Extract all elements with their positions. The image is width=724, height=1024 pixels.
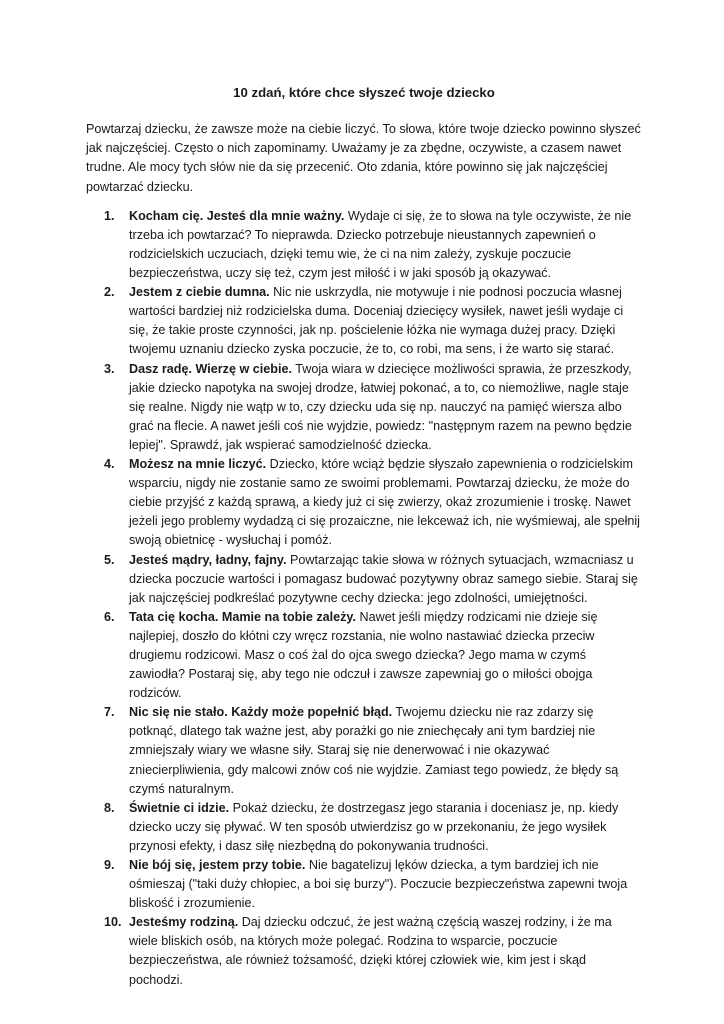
item-text: Twoja wiara w dziecięce możliwości sprawia, że przeszkody, jakie dziecko napotyka na swojej drodze, łatwiej pokonać, a to, co niemożliwe, nagle staje się realne. Nigdy nie wątp w to, czy dziecku uda się np. nauczyć na pamięć wiersza albo grać na flecie. A nawet jeśli coś nie wyjdzie, powiedz: "następnym razem na pewno będzie lepiej". Sprawdź, jak wspierać samodzielność dziecka. (129, 361, 632, 452)
document-page (86, 84, 642, 990)
item-text: Powtarzając takie słowa w różnych sytuacjach, wzmacniasz u dziecka poczucie wartości i pomagasz budować pozytywny obraz samego siebie. Staraj się jak najczęściej podkreślać pozytywne cechy dziecka: jego zdolności, umiejętności. (129, 552, 638, 605)
list-item (86, 455, 642, 550)
list-item (86, 360, 642, 455)
list-item (86, 608, 642, 703)
item-text: Dziecko, które wciąż będzie słyszało zapewnienia o rodzicielskim wsparciu, nigdy nie zostanie samo ze swoimi problemami. Powtarzaj dziecku, że może do ciebie przyjść z każdą sprawą, a kiedy już ci się zwierzy, okaż zrozumienie i troskę. Nawet jeżeli jego problemy wydadzą ci się prozaiczne, nie lekceważ ich, nie wyśmiewaj, ale spełnij swoją obietnicę - wysłuchaj i pomóż. (129, 457, 640, 548)
item-number: 2. (104, 285, 115, 300)
item-number: 1. (104, 208, 115, 223)
list-item (86, 551, 642, 608)
document-title: 10 zdań, które chce słyszeć twoje dziecko (233, 85, 495, 100)
item-text: Daj dziecku odczuć, że jest ważną częścią waszej rodziny, i że ma wiele bliskich osób, na których może polegać. Rodzina to wsparcie, poczucie bezpieczeństwa, ale również tożsamość, dzięki której człowiek wie, kim jest i skąd pochodzi. (129, 915, 612, 987)
item-text: Nic nie uskrzydla, nie motywuje i nie podnosi poczucia własnej wartości bardziej niż rodzicielska duma. Doceniaj dziecięcy wysiłek, nawet jeśli wydaje ci się, że takie proste czynności, jak np. pościelenie łóżka nie wymaga dużej pracy. Dzięki twojemu uznaniu dziecko zyska poczucie, że to, co robi, ma sens, i że warto się starać. (129, 285, 624, 357)
item-lead: Jesteśmy rodziną. (129, 915, 239, 930)
item-lead: Świetnie ci idzie. (129, 800, 230, 815)
list-item (86, 913, 642, 989)
item-lead: Dasz radę. Wierzę w ciebie. (129, 361, 292, 376)
list-item (86, 799, 642, 856)
item-number: 7. (104, 705, 115, 720)
item-text: Twojemu dziecku nie raz zdarzy się potknąć, dlatego tak ważne jest, aby porażki go nie zniechęcały ani tym bardziej nie zmniejszały wiary we własne siły. Staraj się nie denerwować i nie okazywać zniecierpliwienia, gdy malcowi znów coś nie wyjdzie. Zamiast tego powiedz, że błędy są czymś naturalnym. (129, 705, 619, 796)
item-number: 8. (104, 800, 115, 815)
intro-paragraph: Powtarzaj dziecku, że zawsze może na ciebie liczyć. To słowa, które twoje dziecko powinno słyszeć jak najczęściej. Często o nich zapominamy. Uważamy je za zbędne, oczywiste, a czasem nawet trudne. Ale mocy tych słów nie da się przecenić. Oto zdania, które powinno się jak najczęściej powtarzać dziecku. (86, 122, 641, 194)
item-lead: Kocham cię. Jesteś dla mnie ważny. (129, 208, 345, 223)
item-lead: Nic się nie stało. Każdy może popełnić błąd. (129, 705, 393, 720)
item-lead: Tata cię kocha. Mamie na tobie zależy. (129, 609, 357, 624)
item-text: Nie bagatelizuj lęków dziecka, a tym bardziej ich nie ośmieszaj ("taki duży chłopiec, a boi się burzy"). Poczucie bezpieczeństwa zapewni twoja bliskość i zrozumienie. (129, 858, 628, 911)
list-item (86, 283, 642, 359)
item-lead: Nie bój się, jestem przy tobie. (129, 858, 306, 872)
item-number: 5. (104, 552, 115, 567)
item-lead: Możesz na mnie liczyć. (129, 457, 267, 472)
item-lead: Jestem z ciebie dumna. (129, 285, 270, 300)
item-number: 9. (104, 858, 115, 872)
list-item (86, 856, 642, 913)
list-item (86, 207, 642, 283)
numbered-list (86, 207, 642, 990)
item-number: 6. (104, 609, 115, 624)
item-number: 3. (104, 361, 115, 376)
list-item (86, 703, 642, 798)
item-number: 4. (104, 457, 115, 472)
item-text: Pokaż dziecku, że dostrzegasz jego starania i doceniasz je, np. kiedy dziecko uczy się pływać. W ten sposób utwierdzisz go w przekonaniu, że jego wysiłek przynosi efekty, i dasz siłę niezbędną do pokonywania trudności. (129, 800, 619, 853)
item-number: 10. (104, 915, 122, 930)
item-text: Nawet jeśli między rodzicami nie dzieje się najlepiej, doszło do kłótni czy wręcz rozstania, nie wolno nastawiać dziecka przeciw drugiemu rodzicowi. Masz o coś żal do ojca swego dziecka? Jego mama w czymś zawiodła? Postaraj się, aby tego nie odczuł i zawsze zapewniaj go o miłości obojga rodziców. (129, 609, 598, 701)
item-lead: Jesteś mądry, ładny, fajny. (129, 552, 287, 567)
item-text: Wydaje ci się, że to słowa na tyle oczywiste, że nie trzeba ich powtarzać? To nieprawda. Dziecko potrzebuje nieustannych zapewnień o rodzicielskich uczuciach, dzięki temu wie, że ci na nim zależy, zyskuje poczucie bezpieczeństwa, uczy się też, czym jest miłość i w jaki sposób ją okazywać. (129, 208, 632, 281)
